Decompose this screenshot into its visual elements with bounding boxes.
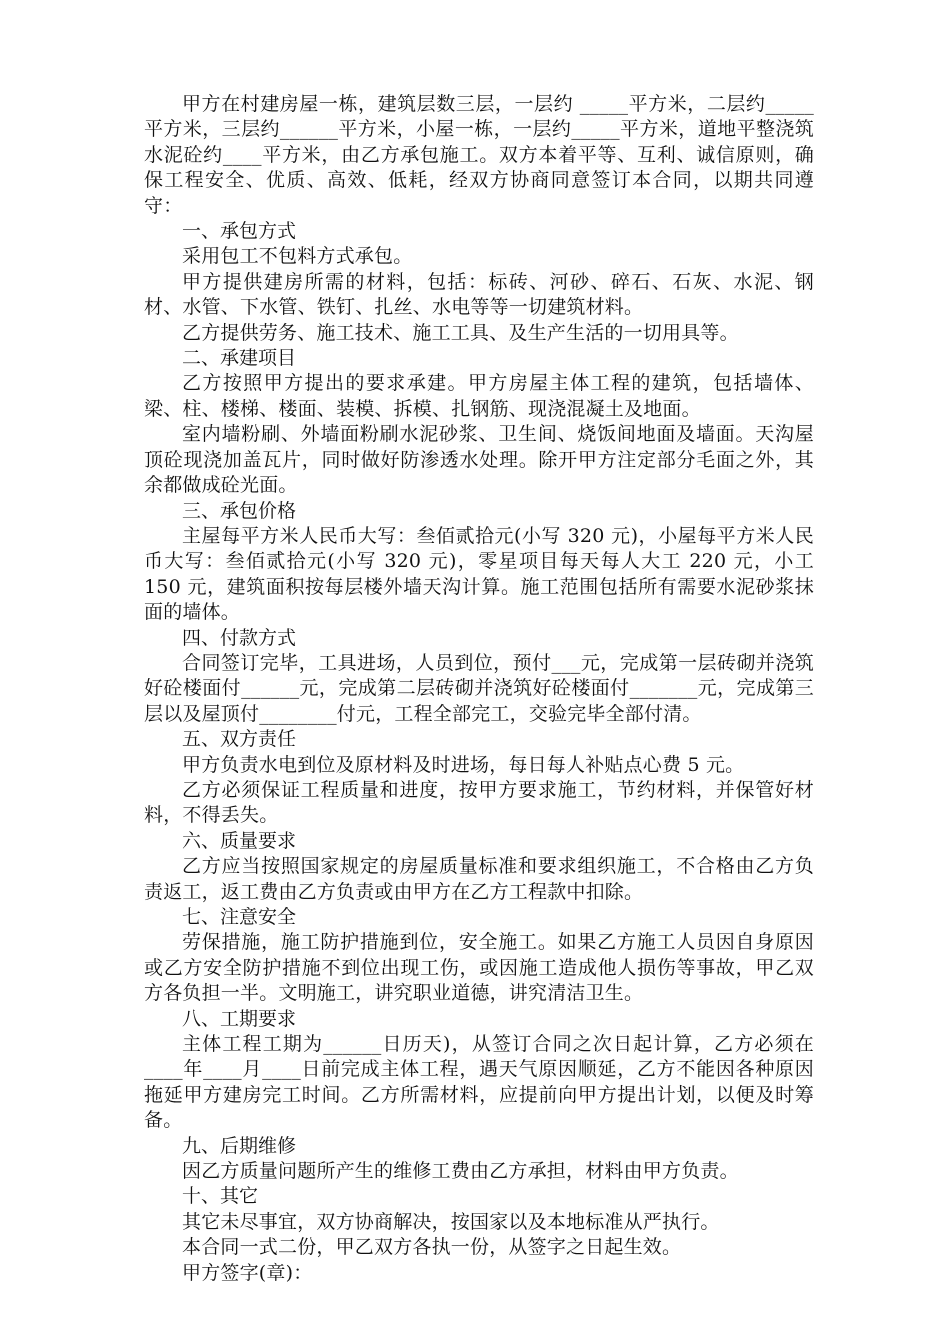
finishing-paragraph: 室内墙粉刷、外墙面粉刷水泥砂浆、卫生间、烧饭间地面及墙面。天沟屋顶砼现浇加盖瓦片，同时做好防渗透水处理。除开甲方注定部分毛面之外，其余都做成砼光面。 [144, 423, 814, 497]
section-heading-maintenance: 九、后期维修 [182, 1134, 297, 1157]
section-heading-price: 三、承包价格 [182, 499, 297, 522]
other-paragraph: 其它未尽事宜，双方协商解决，按国家以及本地标准从严执行。 [182, 1210, 720, 1233]
party-a-signature-line: 甲方签字(章)： [182, 1261, 313, 1284]
price-paragraph: 主屋每平方米人民币大写：叁佰贰拾元(小写 320 元)，小屋每平方米人民币大写：叁佰贰拾元(小写 320 元)，零星项目每天每人大工 220 元，小工 150 元，建筑面积按每层楼外墙天沟计算。施工范围包括所有需要水泥砂浆抹面的墙体。 [144, 524, 814, 624]
section-heading-contract-method: 一、承包方式 [182, 220, 297, 243]
payment-paragraph: 合同签订完毕，工具进场，人员到位，预付___元，完成第一层砖砌并浇筑好砼楼面付______元，完成第二层砖砌并浇筑好砼楼面付_______元，完成第三层以及屋顶付________付元，工程全部完工，交验完毕全部付清。 [144, 651, 814, 725]
section-heading-safety: 七、注意安全 [182, 906, 297, 928]
section-heading-schedule: 八、工期要求 [182, 1007, 297, 1030]
party-b-responsibility-paragraph: 乙方必须保证工程质量和进度，按甲方要求施工，节约材料，并保管好材料，不得丢失。 [144, 778, 814, 827]
intro-paragraph: 甲方在村建房屋一栋，建筑层数三层，一层约 _____平方米，二层约_____平方米，三层约______平方米，小屋一栋，一层约_____平方米，道地平整浇筑水泥砼约____平方米，由乙方承包施工。双方本着平等、互利、诚信原则，确保工程安全、优质、高效、低耗，经双方协商同意签订本合同，以期共同遵守： [144, 93, 814, 217]
labor-paragraph: 乙方提供劳务、施工技术、施工工具、及生产生活的一切用具等。 [182, 321, 739, 344]
contract-method-paragraph: 采用包工不包料方式承包。 [182, 245, 413, 268]
copies-paragraph: 本合同一式二份，甲乙双方各执一份，从签字之日起生效。 [182, 1236, 682, 1259]
quality-paragraph: 乙方应当按照国家规定的房屋质量标准和要求组织施工，不合格由乙方负责返工，返工费由乙方负责或由甲方在乙方工程款中扣除。 [144, 855, 814, 903]
project-scope-paragraph: 乙方按照甲方提出的要求承建。甲方房屋主体工程的建筑，包括墙体、梁、柱、楼梯、楼面、装模、拆模、扎钢筋、现浇混凝土及地面。 [144, 372, 814, 420]
party-a-responsibility-paragraph: 甲方负责水电到位及原材料及时进场，每日每人补贴点心费 5 元。 [182, 753, 745, 776]
section-heading-project-scope: 二、承建项目 [182, 347, 297, 370]
section-heading-responsibilities: 五、双方责任 [182, 728, 297, 751]
section-heading-quality: 六、质量要求 [182, 829, 297, 852]
safety-paragraph: 劳保措施，施工防护措施到位，安全施工。如果乙方施工人员因自身原因或乙方安全防护措施不到位出现工伤，或因施工造成他人损伤等事故，甲乙双方各负担一半。文明施工，讲究职业道德，讲究清洁卫生。 [144, 931, 814, 1005]
contract-document [144, 92, 814, 1286]
section-heading-payment: 四、付款方式 [182, 626, 297, 649]
schedule-paragraph: 主体工程工期为______日历天)，从签订合同之次日起计算，乙方必须在____年____月____日前完成主体工程，遇天气原因顺延，乙方不能因各种原因拖延甲方建房完工时间。乙方所需材料，应提前向甲方提出计划，以便及时筹备。 [144, 1033, 814, 1132]
maintenance-paragraph: 因乙方质量问题所产生的维修工费由乙方承担，材料由甲方负责。 [182, 1160, 739, 1183]
section-heading-other: 十、其它 [182, 1185, 259, 1208]
materials-paragraph: 甲方提供建房所需的材料，包括：标砖、河砂、碎石、石灰、水泥、钢材、水管、下水管、铁钉、扎丝、水电等等一切建筑材料。 [144, 270, 814, 319]
